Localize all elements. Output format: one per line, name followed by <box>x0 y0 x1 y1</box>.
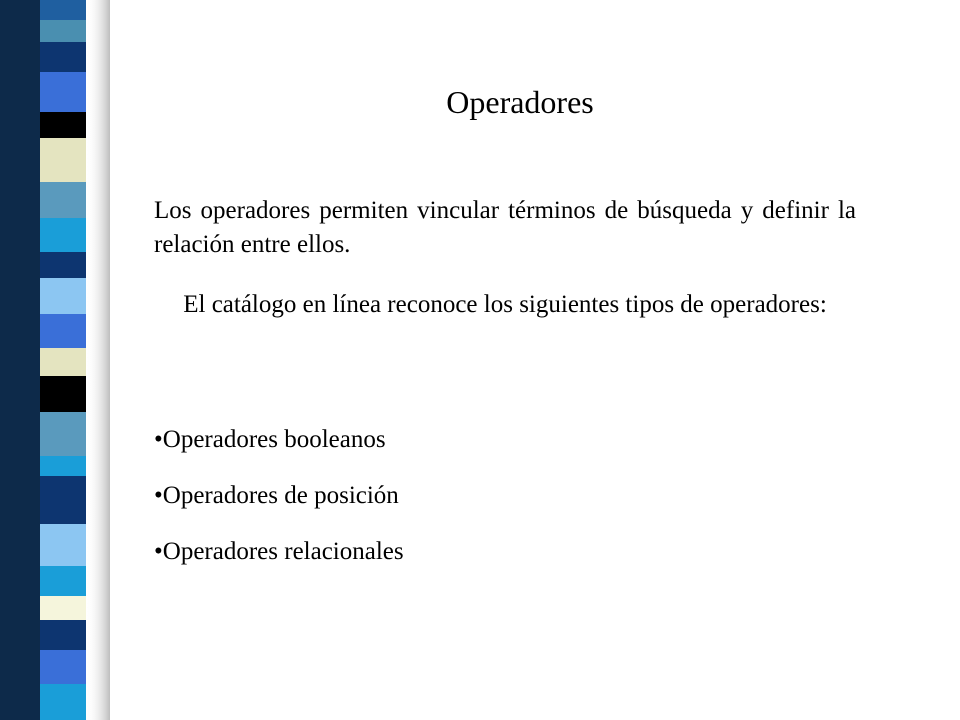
operator-types-list <box>154 423 404 591</box>
operators-paragraph: El catálogo en línea reconoce los siguientes tipos de operadores: <box>183 291 827 318</box>
stripe-block <box>40 0 86 20</box>
list-item-label: Operadores relacionales <box>162 538 404 565</box>
stripe-block <box>40 314 86 348</box>
stripe-block <box>40 650 86 684</box>
list-item <box>154 535 404 569</box>
stripe-block <box>40 456 86 476</box>
stripe-block <box>40 218 86 252</box>
stripe-block <box>40 348 86 376</box>
stripe-graphic <box>0 0 110 720</box>
list-item <box>154 423 404 457</box>
stripe-block <box>40 412 86 456</box>
bullet-icon: • <box>154 426 163 453</box>
decorative-color-stripe <box>0 0 110 720</box>
stripe-block <box>40 72 86 112</box>
slide-title: Operadores <box>446 84 594 120</box>
list-item-label: Operadores booleanos <box>162 426 386 453</box>
stripe-block <box>40 620 86 650</box>
list-item-label: Operadores de posición <box>162 482 399 509</box>
stripe-block <box>40 20 86 42</box>
stripe-block <box>40 138 86 182</box>
list-item <box>154 479 404 513</box>
stripe-shadow <box>86 0 110 720</box>
bullet-icon: • <box>154 482 163 509</box>
stripe-block <box>40 524 86 566</box>
bullet-icon: • <box>154 538 163 565</box>
stripe-block <box>40 42 86 72</box>
stripe-block <box>40 596 86 620</box>
stripe-block <box>40 112 86 138</box>
stripe-block <box>40 376 86 412</box>
intro-paragraph: Los operadores permiten vincular términos de búsqueda y definir la relación entre ellos. <box>154 197 856 258</box>
stripe-block <box>40 182 86 218</box>
stripe-block <box>40 278 86 314</box>
stripe-block <box>40 476 86 524</box>
stripe-spine <box>0 0 40 720</box>
stripe-block <box>40 566 86 596</box>
stripe-block <box>40 684 86 720</box>
stripe-block <box>40 252 86 278</box>
